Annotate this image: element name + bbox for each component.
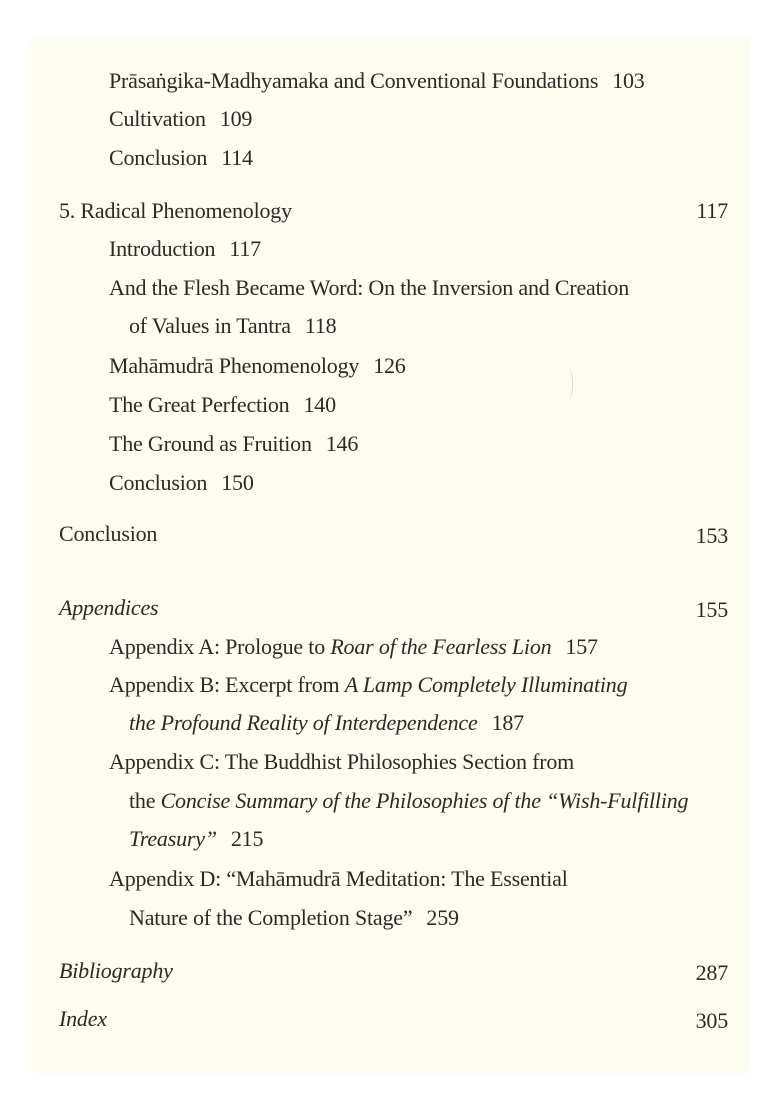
table-of-contents <box>32 40 748 1070</box>
toc-entry-title-line2-prefix: the <box>129 788 161 813</box>
toc-entry-continuation <box>129 788 688 814</box>
toc-entry-title: Prāsaṅgika-Madhyamaka and Conventional Foundations <box>109 68 599 93</box>
toc-chapter-page: 153 <box>695 523 728 548</box>
toc-chapter-page: 117 <box>696 198 728 223</box>
toc-entry-continuation <box>129 710 524 736</box>
toc-entry-title-line2: the Profound Reality of Interdependence <box>129 710 478 735</box>
toc-chapter <box>59 595 158 621</box>
toc-entry-title: The Ground as Fruition <box>109 431 312 456</box>
toc-entry-title-line2: Nature of the Completion Stage” <box>129 905 413 930</box>
toc-entry-page: 140 <box>303 392 336 417</box>
toc-entry-title-italic: A Lamp Completely Illuminating <box>344 672 628 697</box>
toc-entry-page: 117 <box>229 236 261 261</box>
toc-entry-title-line3-italic: Treasury” <box>129 826 217 851</box>
toc-entry-page: 118 <box>304 313 337 338</box>
toc-entry-page: 187 <box>491 710 524 735</box>
toc-entry-title-line2-italic: Concise Summary of the Philosophies of the “Wish-Fulfilling <box>160 788 689 813</box>
toc-entry-title-line2: of Values in Tantra <box>129 313 291 338</box>
toc-entry-title-line1: Appendix D: “Mahāmudrā Meditation: The Essential <box>109 866 568 891</box>
toc-entry-page: 150 <box>221 470 254 495</box>
toc-chapter-title: Index <box>59 1006 107 1031</box>
toc-entry-title-prefix: Appendix B: Excerpt from <box>109 672 345 697</box>
toc-entry-title: Conclusion <box>109 145 208 170</box>
toc-entry-page: 126 <box>373 353 406 378</box>
toc-entry <box>109 353 406 379</box>
toc-entry-title: Introduction <box>109 236 216 261</box>
toc-chapter <box>59 198 292 224</box>
toc-entry <box>109 392 336 418</box>
toc-chapter-page: 287 <box>695 960 728 985</box>
toc-chapter <box>59 958 173 984</box>
toc-chapter-title: Appendices <box>59 595 159 620</box>
toc-chapter <box>59 1006 107 1032</box>
toc-entry-title-line1: And the Flesh Became Word: On the Inversion and Creation <box>109 275 630 300</box>
toc-entry-page: 215 <box>230 826 264 851</box>
toc-chapter-title: Bibliography <box>59 958 173 983</box>
toc-entry-title-line1: Appendix C: The Buddhist Philosophies Section from <box>109 749 575 774</box>
toc-chapter-title: Conclusion <box>59 521 158 546</box>
toc-entry <box>109 236 261 262</box>
toc-entry-continuation <box>129 826 263 852</box>
toc-entry-page: 114 <box>221 145 253 170</box>
toc-entry-continuation <box>129 905 459 931</box>
toc-entry <box>109 106 252 132</box>
toc-entry <box>109 672 627 698</box>
toc-chapter <box>59 521 157 547</box>
toc-entry <box>109 431 358 457</box>
toc-entry-continuation <box>129 313 336 339</box>
toc-entry <box>109 470 254 496</box>
toc-entry-page: 146 <box>325 431 359 456</box>
toc-entry <box>109 275 629 301</box>
toc-entry-page: 109 <box>219 106 253 131</box>
toc-entry-page: 157 <box>565 634 598 659</box>
toc-entry <box>109 145 253 171</box>
toc-entry-title-italic: Roar of the Fearless Lion <box>330 634 552 659</box>
toc-entry <box>109 749 574 775</box>
toc-entry <box>109 68 645 94</box>
toc-entry-title: The Great Perfection <box>109 392 290 417</box>
toc-entry-title: Cultivation <box>109 106 206 131</box>
toc-entry <box>109 866 568 892</box>
toc-chapter-page: 305 <box>695 1008 728 1033</box>
toc-chapter-page: 155 <box>695 597 728 622</box>
scan-artifact-mark <box>566 370 573 398</box>
toc-entry-page: 103 <box>612 68 645 93</box>
toc-entry-page: 259 <box>426 905 459 930</box>
toc-entry <box>109 634 598 660</box>
toc-entry-title: Conclusion <box>109 470 208 495</box>
book-page <box>32 40 748 1070</box>
toc-entry-title: Mahāmudrā Phenomenology <box>109 353 360 378</box>
toc-chapter-title: 5. Radical Phenomenology <box>59 198 292 223</box>
toc-entry-title-prefix: Appendix A: Prologue to <box>109 634 331 659</box>
